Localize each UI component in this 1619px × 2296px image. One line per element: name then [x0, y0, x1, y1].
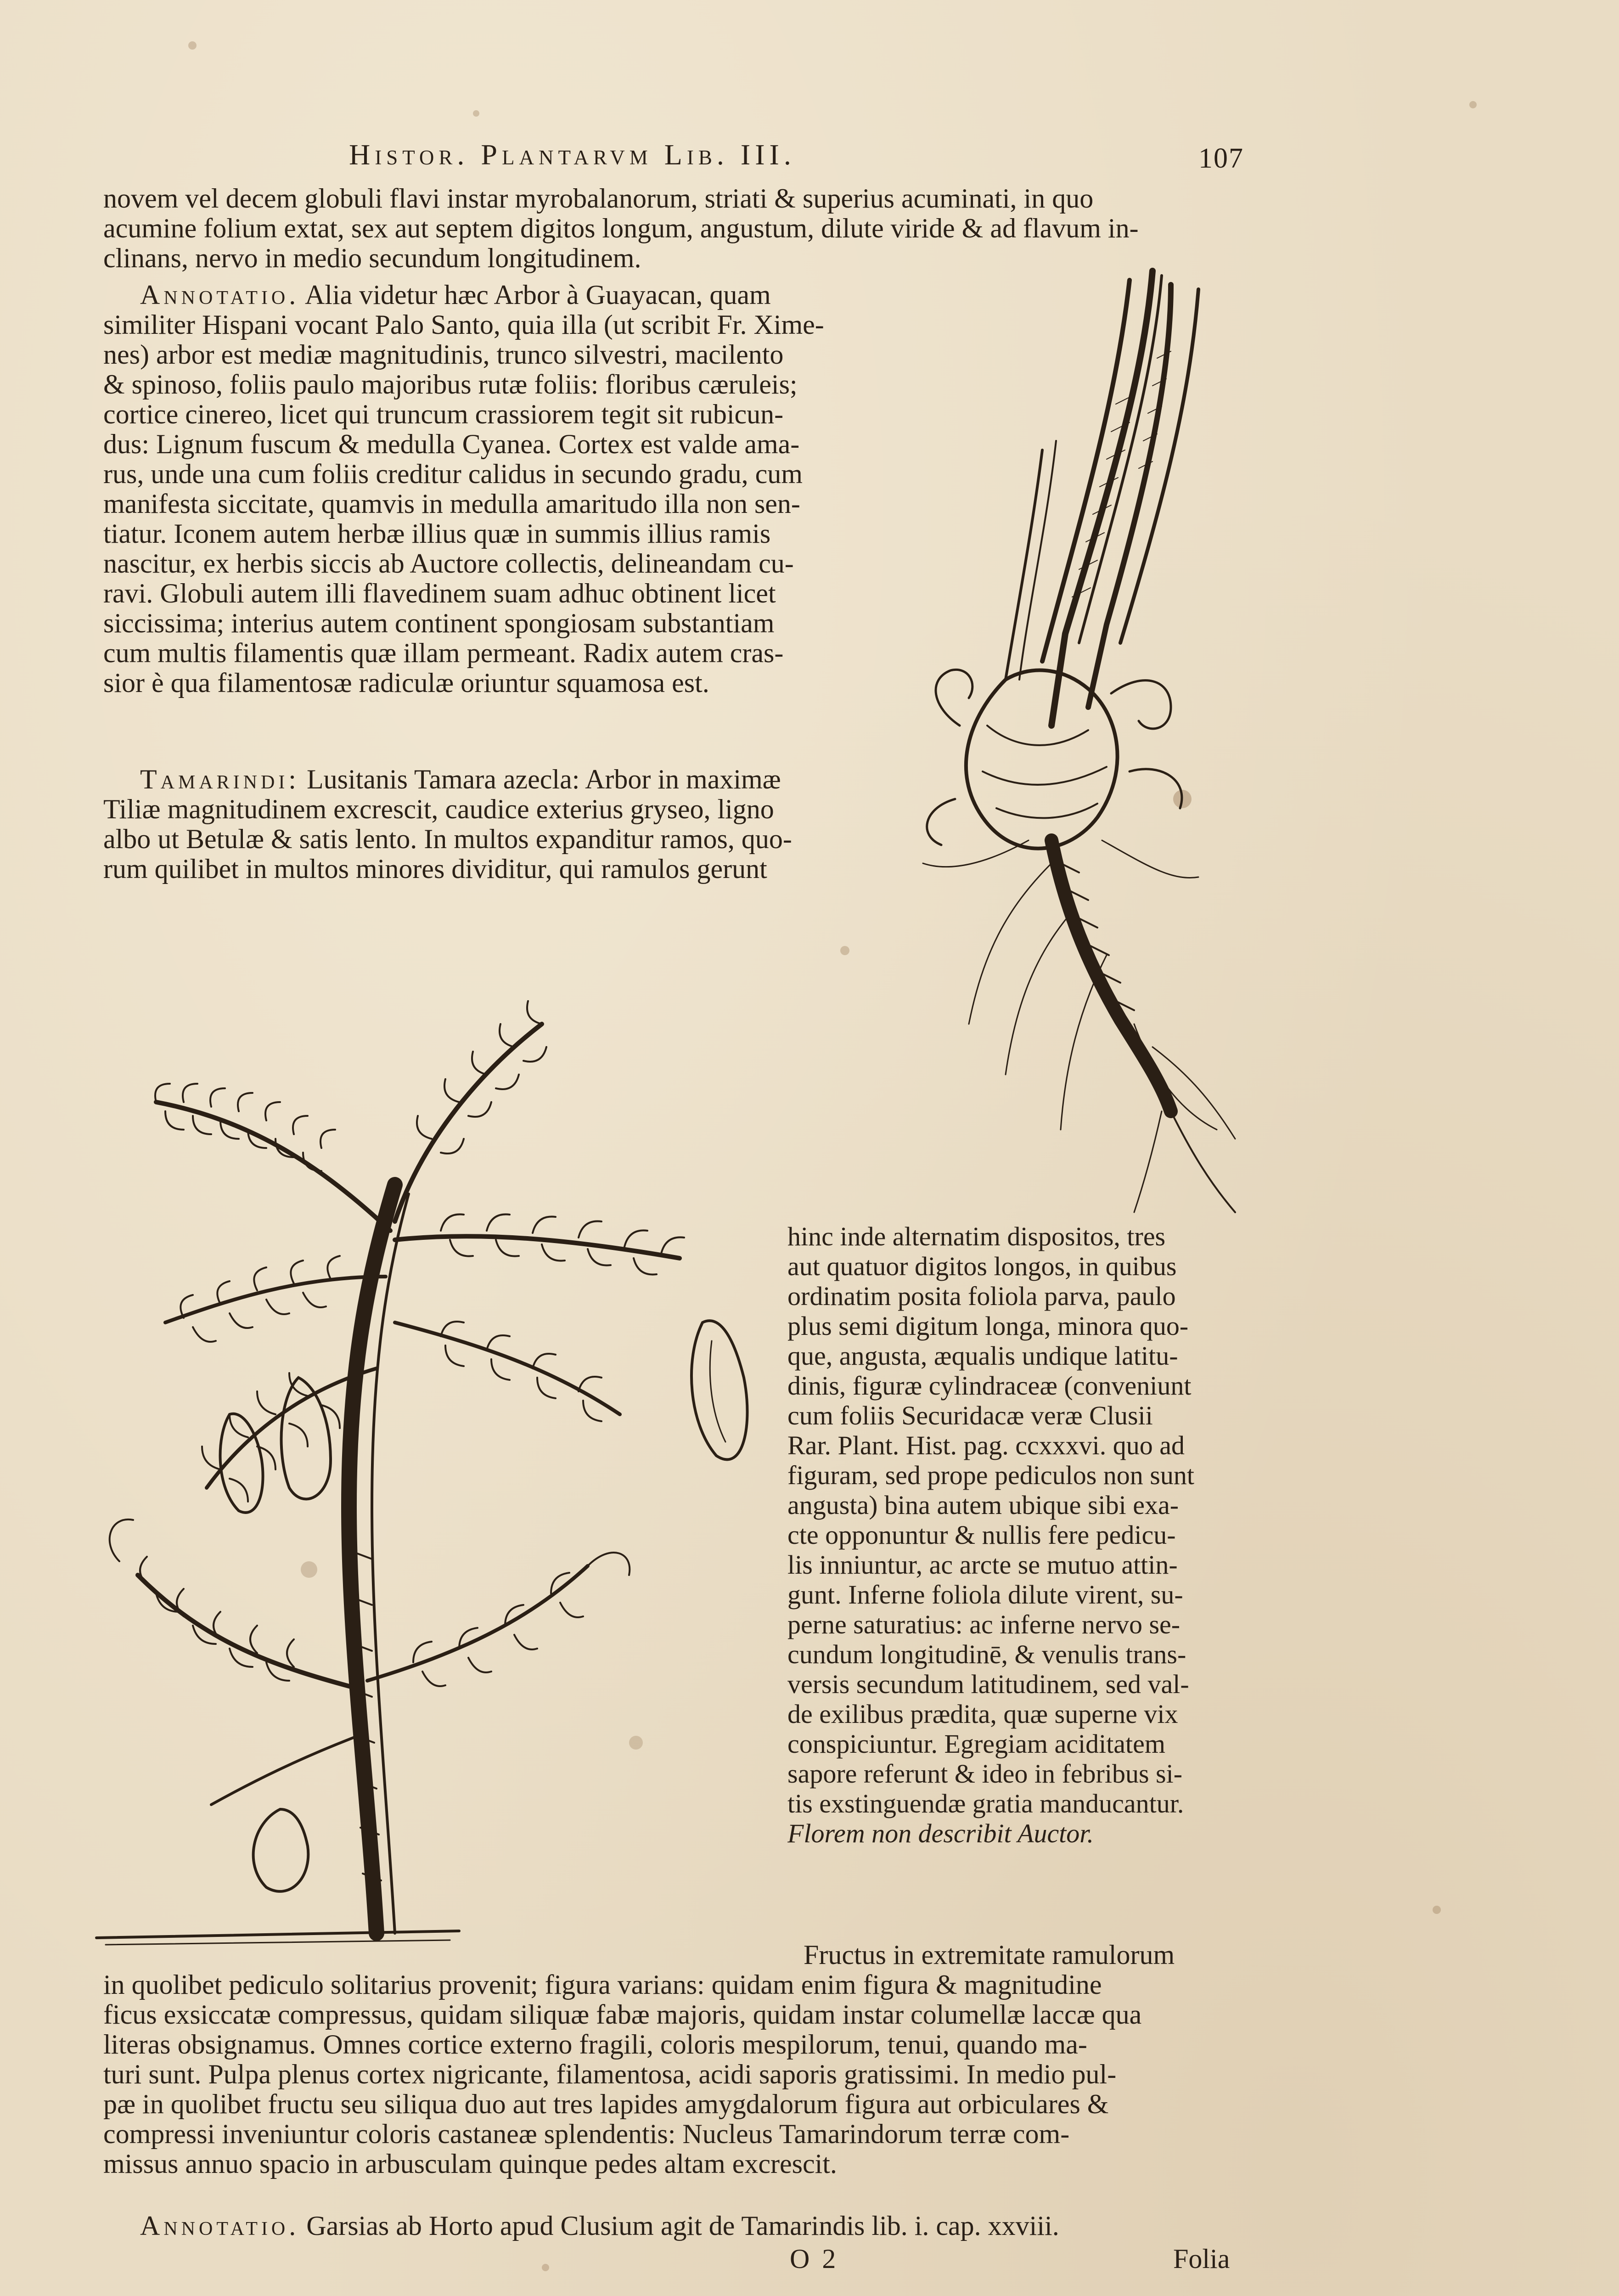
text-line: tiatur. Iconem autem herbæ illius quæ in summis illius ramis — [103, 519, 771, 549]
text-line: sior è qua filamentosæ radiculæ oriuntur squamosa est. — [103, 668, 709, 698]
text-line: manifesta siccitate, quamvis in medulla amaritudo illa non sen- — [103, 489, 800, 519]
text-line: rus, unde una cum foliis creditur calidus in secundo gradu, cum — [103, 459, 803, 489]
catchword: Folia — [1173, 2244, 1230, 2274]
text-line: nes) arbor est mediæ magnitudinis, trunco silvestri, macilento — [103, 340, 784, 370]
text-line: gunt. Inferne foliola dilute virent, su- — [787, 1580, 1183, 1609]
text-line: cte opponuntur & nullis fere pedicu- — [787, 1520, 1176, 1550]
text-line: aut quatuor digitos longos, in quibus — [787, 1251, 1177, 1281]
annotatio-label: Annotatio. — [140, 280, 300, 310]
text-line: dinis, figuræ cylindraceæ (conveniunt — [787, 1371, 1192, 1401]
text-line: dus: Lignum fuscum & medulla Cyanea. Cortex est valde ama- — [103, 429, 800, 459]
text-line: pæ in quolibet fructu seu siliqua duo aut tres lapides amygdalorum figura aut orbiculares & — [103, 2089, 1109, 2119]
text-line: compressi inveniuntur coloris castaneæ splendentis: Nucleus Tamarindorum terræ com- — [103, 2119, 1070, 2149]
text-line: Florem non describit Auctor. — [787, 1818, 1094, 1848]
text-line: ordinatim posita foliola parva, paulo — [787, 1281, 1176, 1311]
text-line: albo ut Betulæ & satis lento. In multos expanditur ramos, quo- — [103, 824, 792, 854]
text-line: lis inniuntur, ac arcte se mutuo attin- — [787, 1550, 1178, 1580]
text-line: cum multis filamentis quæ illam permeant. Radix autem cras- — [103, 638, 784, 668]
signature-mark: O 2 — [790, 2244, 839, 2274]
text-line: hinc inde alternatim dispositos, tres — [787, 1221, 1166, 1251]
running-header — [349, 138, 1267, 179]
text-line: sapore referunt & ideo in febribus si- — [787, 1759, 1183, 1789]
text-line: versis secundum latitudinem, sed val- — [787, 1669, 1189, 1699]
tamarindi-label: Tamarindi: — [140, 765, 300, 794]
running-title: Histor. Plantarvm Lib. III. — [349, 138, 796, 171]
text-line: tis exstinguendæ gratia manducantur. — [787, 1789, 1184, 1818]
text-line: literas obsignamus. Omnes cortice externo fragili, coloris mespilorum, tenui, quando ma- — [103, 2030, 1087, 2060]
text-line: turi sunt. Pulpa plenus cortex nigricante, filamentosa, acidi saporis gratissimi. In medio pul- — [103, 2060, 1117, 2089]
text-line: cum foliis Securidacæ veræ Clusii — [787, 1401, 1153, 1430]
foxing-spot — [473, 110, 479, 117]
text-line: angusta) bina autem ubique sibi exa- — [787, 1490, 1179, 1520]
top-text-block — [103, 184, 1256, 273]
annotatio-2-paragraph — [103, 2211, 1256, 2241]
text-line: Fructus in extremitate ramulorum — [804, 1940, 1175, 1970]
annotatio-label: Annotatio. — [140, 2211, 300, 2241]
text-line: cundum longitudinē, & venulis trans- — [787, 1639, 1186, 1669]
text-line: cortice cinereo, licet qui truncum crassiorem tegit sit rubicun- — [103, 400, 784, 429]
text-line: ficus exsiccatæ compressus, quidam siliquæ fabæ majoris, quidam instar columellæ laccæ qua — [103, 2000, 1142, 2030]
text-line: missus annuo spacio in arbusculam quinque pedes altam excrescit. — [103, 2149, 837, 2179]
foxing-spot — [1469, 101, 1477, 108]
foxing-spot — [1433, 1906, 1441, 1914]
text-line: figuram, sed prope pediculos non sunt — [787, 1460, 1194, 1490]
text-line: clinans, nervo in medio secundum longitudinem. — [103, 243, 641, 273]
text-line: similiter Hispani vocant Palo Santo, quia illa (ut scribit Fr. Xime- — [103, 310, 824, 340]
text-line: nascitur, ex herbis siccis ab Auctore collectis, delineandam cu- — [103, 549, 794, 579]
text-line: perne saturatius: ac inferne nervo se- — [787, 1609, 1181, 1639]
foxing-spot — [542, 2264, 549, 2271]
page-number: 107 — [1198, 143, 1244, 174]
text-line: que, angusta, æqualis undique latitu- — [787, 1341, 1178, 1371]
text-line: siccissima; interius autem continent spongiosam substantiam — [103, 608, 775, 638]
text-line: acumine folium extat, sex aut septem digitos longum, angustum, dilute viride & ad flavum in- — [103, 214, 1139, 243]
text-line: ravi. Globuli autem illi flavedinem suam adhuc obtinent licet — [103, 579, 776, 608]
foxing-spot — [188, 41, 197, 50]
fructus-paragraph — [103, 1940, 1256, 2179]
annotatio-paragraph — [103, 280, 898, 698]
text-line: Tiliæ magnitudinem excrescit, caudice exterius gryseo, ligno — [103, 794, 774, 824]
tamarindi-paragraph — [103, 765, 898, 884]
text-line: plus semi digitum longa, minora quo- — [787, 1311, 1189, 1341]
text-line: Alia videtur hæc Arbor à Guayacan, quam — [304, 280, 771, 310]
text-line: conspiciuntur. Egregiam aciditatem — [787, 1729, 1166, 1759]
text-line: rum quilibet in multos minores dividitur, qui ramulos gerunt — [103, 854, 767, 884]
text-line: Lusitanis Tamara azecla: Arbor in maximæ — [306, 765, 781, 794]
tamarind-tree-woodcut — [92, 909, 785, 1965]
text-line: in quolibet pediculo solitarius provenit; figura varians: quidam enim figura & magnitudine — [103, 1970, 1102, 2000]
tamarind-tree-illustration — [92, 909, 785, 1965]
text-line: novem vel decem globuli flavi instar myrobalanorum, striati & superius acuminati, in quo — [103, 184, 1094, 214]
herb-root-woodcut — [914, 266, 1244, 1221]
herb-root-illustration — [914, 266, 1244, 1221]
text-line: & spinoso, foliis paulo majoribus rutæ foliis: floribus cæruleis; — [103, 370, 798, 400]
foxing-spot — [840, 946, 849, 955]
text-line: Garsias ab Horto apud Clusium agit de Tamarindis lib. i. cap. xxviii. — [306, 2211, 1059, 2241]
right-column-text — [787, 1221, 1256, 1848]
text-line: de exilibus prædita, quæ superne vix — [787, 1699, 1178, 1729]
text-line: Rar. Plant. Hist. pag. ccxxxvi. quo ad — [787, 1430, 1185, 1460]
